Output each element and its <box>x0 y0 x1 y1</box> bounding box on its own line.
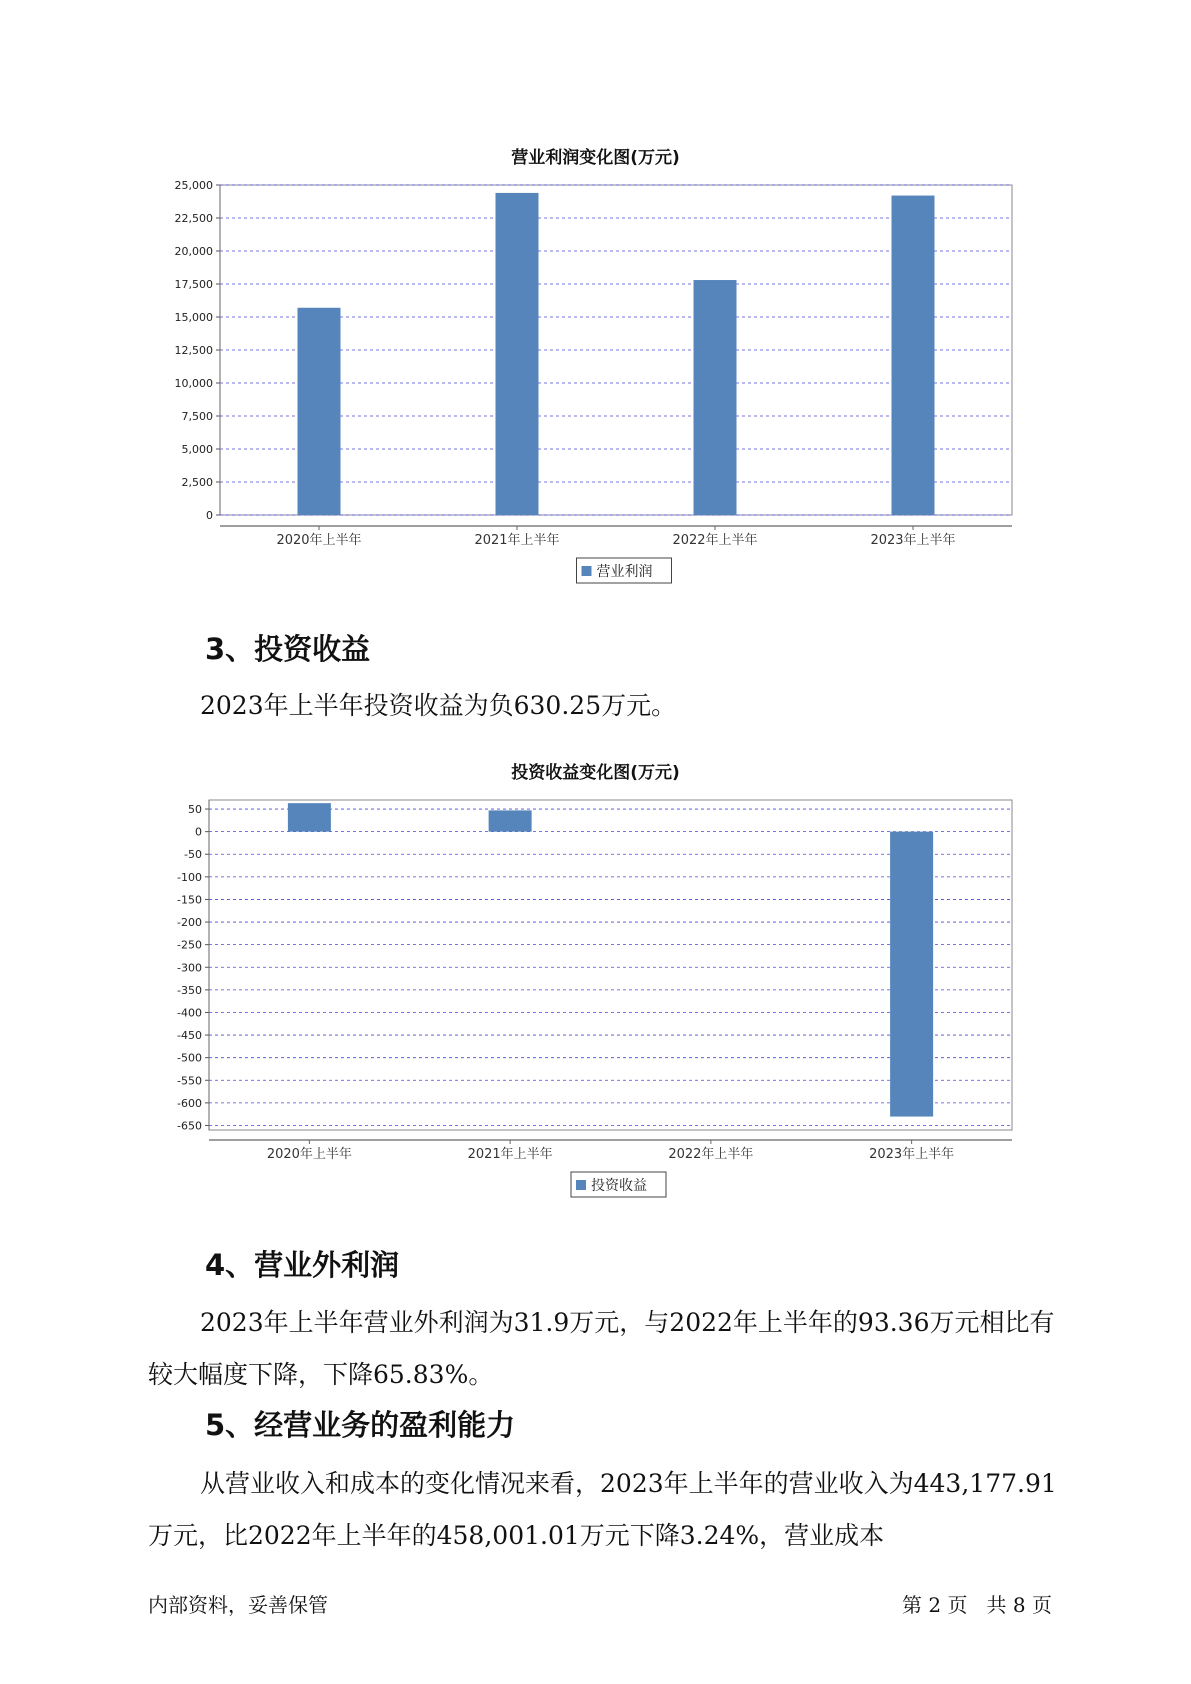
bar <box>288 803 331 831</box>
chart1-title: 营业利润变化图(万元) <box>511 148 680 168</box>
y-tick-label: 50 <box>188 803 202 817</box>
y-tick-label: -50 <box>184 848 202 862</box>
y-tick-label: -400 <box>177 1006 202 1020</box>
operating-profit-chart <box>0 170 1191 580</box>
legend-swatch <box>582 566 592 576</box>
y-tick-label: -200 <box>177 916 202 930</box>
x-tick-label: 2023年上半年 <box>869 1147 955 1162</box>
footer-page-number: 第 2 页 共 8 页 <box>902 1593 1052 1617</box>
chart2-title: 投资收益变化图(万元) <box>511 763 680 783</box>
bar <box>489 810 532 831</box>
bar <box>694 280 737 515</box>
y-tick-label: 15,000 <box>174 311 213 324</box>
y-tick-label: 0 <box>206 509 213 522</box>
legend-label: 投资收益 <box>591 1178 647 1194</box>
y-tick-label: -150 <box>177 893 202 907</box>
x-tick-label: 2023年上半年 <box>870 533 956 548</box>
bar <box>496 193 539 515</box>
y-tick-label: -600 <box>177 1096 202 1110</box>
y-tick-label: 17,500 <box>174 278 213 291</box>
y-tick-label: 10,000 <box>174 377 213 390</box>
y-tick-label: -550 <box>177 1074 202 1088</box>
y-tick-label: 25,000 <box>174 179 213 192</box>
section-4-heading: 4、营业外利润 <box>205 1248 400 1282</box>
x-tick-label: 2020年上半年 <box>276 533 362 548</box>
y-tick-label: -100 <box>177 870 202 884</box>
x-tick-label: 2020年上半年 <box>266 1147 352 1162</box>
bar <box>298 308 341 515</box>
x-tick-label: 2022年上半年 <box>668 1147 754 1162</box>
y-tick-label: -350 <box>177 983 202 997</box>
y-tick-label: 22,500 <box>174 212 213 225</box>
y-tick-label: 5,000 <box>181 443 213 456</box>
section-5-text: 从营业收入和成本的变化情况来看，2023年上半年的营业收入为443,177.91万元，比2022年上半年的458,001.01万元下降3.24%，营业成本 <box>148 1469 1057 1550</box>
x-tick-label: 2021年上半年 <box>474 533 560 548</box>
y-tick-label: -500 <box>177 1051 202 1065</box>
section-3-heading: 3、投资收益 <box>205 632 371 666</box>
x-tick-label: 2021年上半年 <box>467 1147 553 1162</box>
y-tick-label: -250 <box>177 938 202 952</box>
bar <box>892 196 935 515</box>
footer-confidential: 内部资料，妥善保管 <box>148 1593 328 1617</box>
y-tick-label: -300 <box>177 961 202 975</box>
y-tick-label: -450 <box>177 1029 202 1043</box>
y-tick-label: 12,500 <box>174 344 213 357</box>
legend-swatch <box>576 1180 586 1190</box>
section-5-heading: 5、经营业务的盈利能力 <box>205 1408 516 1442</box>
y-tick-label: 0 <box>195 825 202 839</box>
y-tick-label: 2,500 <box>181 476 213 489</box>
y-tick-label: -650 <box>177 1119 202 1133</box>
x-tick-label: 2022年上半年 <box>672 533 758 548</box>
y-tick-label: 20,000 <box>174 245 213 258</box>
section-3-text: 2023年上半年投资收益为负630.25万元。 <box>200 691 677 720</box>
legend-label: 营业利润 <box>596 564 653 580</box>
section-4-text: 2023年上半年营业外利润为31.9万元，与2022年上半年的93.36万元相比有较大幅度下降，下降65.83%。 <box>148 1308 1055 1389</box>
investment-income-chart <box>0 790 1191 1200</box>
bar <box>890 832 933 1117</box>
y-tick-label: 7,500 <box>181 410 213 423</box>
